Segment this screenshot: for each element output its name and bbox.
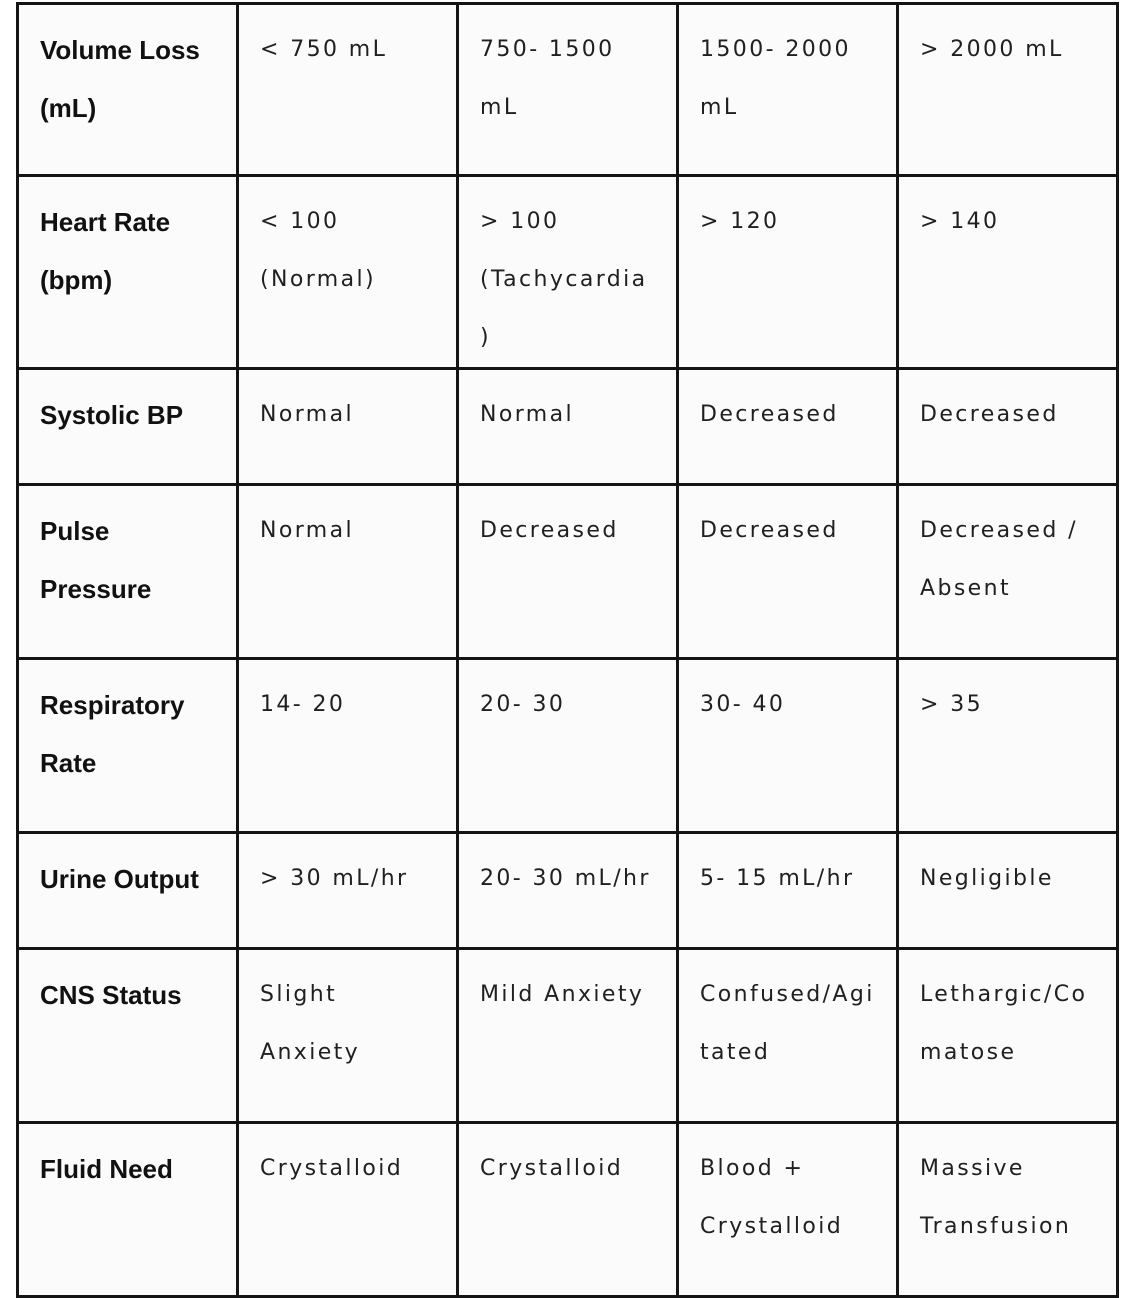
table-cell: > 2000 mL <box>898 4 1118 176</box>
table-row <box>18 485 1118 659</box>
table-cell: > 100 (Tachycardia) <box>458 176 678 369</box>
table-cell: < 750 mL <box>238 4 458 176</box>
table-cell: Crystalloid <box>458 1123 678 1297</box>
table-cell: Decreased <box>458 485 678 659</box>
row-header-cns-status: CNS Status <box>18 949 238 1123</box>
shock-classification-table <box>16 2 1119 1298</box>
table-cell: 14- 20 <box>238 659 458 833</box>
table-cell: Normal <box>238 485 458 659</box>
table-cell: Decreased <box>678 369 898 485</box>
table-cell: > 140 <box>898 176 1118 369</box>
row-header-systolic-bp: Systolic BP <box>18 369 238 485</box>
table-cell: 20- 30 mL/hr <box>458 833 678 949</box>
table-cell: 750- 1500 mL <box>458 4 678 176</box>
table-cell: Negligible <box>898 833 1118 949</box>
table-cell: Slight Anxiety <box>238 949 458 1123</box>
table-cell: Crystalloid <box>238 1123 458 1297</box>
table-cell: Decreased <box>678 485 898 659</box>
table-cell: > 120 <box>678 176 898 369</box>
table-cell: 5- 15 mL/hr <box>678 833 898 949</box>
table-row <box>18 659 1118 833</box>
table-cell: Normal <box>238 369 458 485</box>
table-cell: Lethargic/Comatose <box>898 949 1118 1123</box>
table-row <box>18 833 1118 949</box>
table-row <box>18 4 1118 176</box>
table-cell: Massive Transfusion <box>898 1123 1118 1297</box>
table-cell: > 35 <box>898 659 1118 833</box>
row-header-pulse-pressure: Pulse Pressure <box>18 485 238 659</box>
table-cell: > 30 mL/hr <box>238 833 458 949</box>
table-cell: 30- 40 <box>678 659 898 833</box>
table-cell: Normal <box>458 369 678 485</box>
row-header-volume-loss: Volume Loss (mL) <box>18 4 238 176</box>
table-row <box>18 949 1118 1123</box>
table-cell: 1500- 2000 mL <box>678 4 898 176</box>
table-cell: < 100 (Normal) <box>238 176 458 369</box>
table-row <box>18 176 1118 369</box>
table-cell: Blood + Crystalloid <box>678 1123 898 1297</box>
table-cell: Decreased / Absent <box>898 485 1118 659</box>
row-header-fluid-need: Fluid Need <box>18 1123 238 1297</box>
table-row <box>18 369 1118 485</box>
table-cell: Decreased <box>898 369 1118 485</box>
row-header-heart-rate: Heart Rate (bpm) <box>18 176 238 369</box>
table-cell: Mild Anxiety <box>458 949 678 1123</box>
row-header-urine-output: Urine Output <box>18 833 238 949</box>
table-cell: Confused/Agitated <box>678 949 898 1123</box>
table-row <box>18 1123 1118 1297</box>
table-cell: 20- 30 <box>458 659 678 833</box>
row-header-respiratory-rate: Respiratory Rate <box>18 659 238 833</box>
